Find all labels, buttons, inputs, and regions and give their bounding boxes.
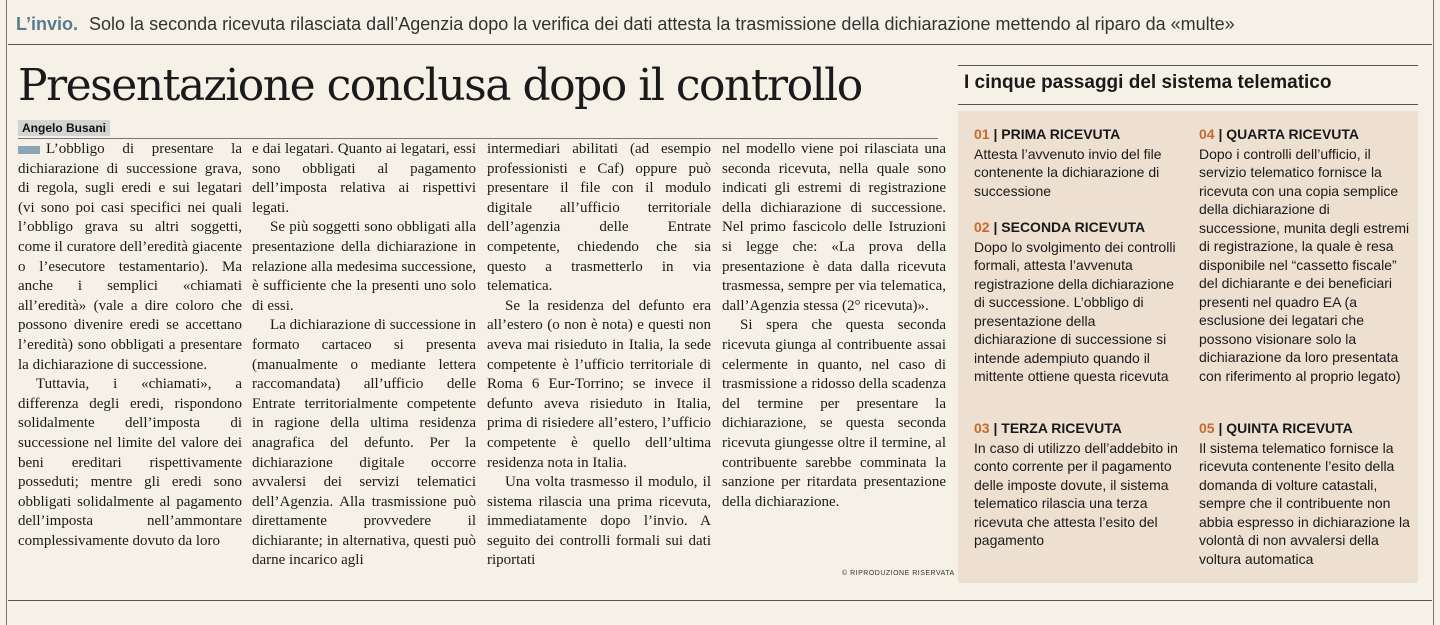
article-paragraph: Una volta trasmesso il modulo, il sistema rilascia una prima ricevuta, immediatamente dopo l’invio. A seguito dei controlli formali sui dati riportati bbox=[487, 474, 711, 569]
article-column-4 bbox=[722, 140, 946, 512]
step-3 bbox=[974, 419, 1179, 550]
step-number: 02 bbox=[974, 219, 990, 235]
paragraph-text: L’obbligo di presentare la dichiarazione di successione grava, di regola, sugli eredi e sui legatari (vi sono poi casi specifici nei quali l’obbligo grava su altri soggetti, come il curatore dell’eredità giacente o l’esecutore testamentario). Ma anche i semplici «chiamati all’eredità» (vale a dire coloro che possono divenire eredi se accettano l’eredità) sono obbligati a presentare la dichiarazione di successione. bbox=[18, 141, 242, 373]
byline-rule bbox=[18, 138, 938, 139]
article-column-2 bbox=[252, 140, 476, 571]
step-text: Attesta l’avvenuto invio del file contenente la dichiarazione di successione bbox=[974, 145, 1162, 199]
article-paragraph: nel modello viene poi rilasciata una seconda ricevuta, nella quale sono indicati gli estremi di registrazione della dichiarazione di successione. Nel primo fascicolo delle Istruzioni si legge che: «La prova della presentazione è data dalla ricevuta trasmessa, sempre per via telematica, dall’Agenzia stessa (2° ricevuta)». bbox=[722, 141, 946, 314]
step-5 bbox=[1199, 419, 1411, 568]
top-rule bbox=[8, 44, 1432, 45]
step-title: | TERZA RICEVUTA bbox=[993, 420, 1122, 436]
article-paragraph: e dai legatari. Quanto ai legatari, essi sono obbligati al pagamento dell’imposta relativa ai rispettivi legati. bbox=[252, 141, 476, 216]
kicker-bar bbox=[8, 10, 1432, 38]
step-heading bbox=[1199, 419, 1411, 438]
step-heading bbox=[974, 419, 1179, 438]
step-number: 03 bbox=[974, 420, 990, 436]
article-column-3 bbox=[487, 140, 711, 571]
step-heading bbox=[974, 218, 1179, 237]
step-title: | QUARTA RICEVUTA bbox=[1218, 126, 1360, 142]
kicker-text: Solo la seconda ricevuta rilasciata dall’Agenzia dopo la verifica dei dati attesta la trasmissione della dichiarazione mettendo al riparo da «multe» bbox=[89, 14, 1235, 34]
bottom-rule bbox=[8, 600, 1432, 601]
article-column-1 bbox=[18, 140, 242, 551]
article-paragraph bbox=[18, 140, 242, 375]
article-paragraph: Tuttavia, i «chiamati», a differenza degli eredi, rispondono solidalmente dell’imposta di successione nel limite del valore dei beni ereditari rispettivamente posseduti; mentre gli eredi sono obbligati solidalmente al pagamento dell’imposta nell’ammontare complessivamente dovuto da loro bbox=[18, 376, 242, 549]
step-text: Il sistema telematico fornisce la ricevuta contenente l’esito della domanda di volture catastali, sempre che il contribuente non abbia espresso in dichiarazione la volontà di non avvalersi della voltura automatica bbox=[1199, 439, 1410, 567]
sidebar-title-rule bbox=[958, 104, 1418, 105]
frame-left-rule bbox=[6, 0, 7, 625]
step-title: | PRIMA RICEVUTA bbox=[993, 126, 1121, 142]
article-paragraph: Si spera che questa seconda ricevuta giunga al contribuente assai celermente in quanto, nel caso di trasmissione a ridosso della scadenza del termine per presentare la dichiarazione, se questa seconda ricevuta giungesse oltre il termine, al contribuente sarebbe comminata la sanzione per ritardata presentazione della dichiarazione. bbox=[722, 317, 946, 510]
step-text: In caso di utilizzo dell’addebito in conto corrente per il pagamento delle imposte dovute, il sistema telematico rilascia una terza ricevuta che attesta l’esito del pagamento bbox=[974, 439, 1178, 548]
step-title: | QUINTA RICEVUTA bbox=[1218, 420, 1353, 436]
article-paragraph: La dichiarazione di successione in formato cartaceo si presenta (manualmente o mediante lettera raccomandata) all’ufficio delle Entrate territorialmente competente in ragione della ultima residenza anagrafica del defunto. Per la dichiarazione digitale occorre avvalersi dei servizi telematici dell’Agenzia. Alla trasmissione può direttamente provvedere il dichiarante; in alternativa, questi può darne incarico agli bbox=[252, 317, 476, 569]
step-text: Dopo i controlli dell’ufficio, il servizio telematico fornisce la ricevuta con una copia semplice della dichiarazione di successione, munita degli estremi di registrazione, la quale è resa disponibile nel “cassetto fiscale” del dichiarante e dei beneficiari presenti nel quadro EA (a esclusione dei legatari che possono visionare solo la dichiarazione da loro presentata con riferimento al proprio legato) bbox=[1199, 145, 1410, 384]
step-number: 05 bbox=[1199, 420, 1215, 436]
sidebar-top-rule bbox=[958, 65, 1418, 66]
headline: Presentazione conclusa dopo il controllo bbox=[18, 60, 862, 111]
article-paragraph: Se la residenza del defunto era all’estero (o non è nota) e questi non aveva mai risieduto in Italia, la sede competente è l’ufficio territoriale di Roma 6 Eur-Torrino; se invece il defunto aveva risieduto in Italia, prima di risiedere all’estero, l’ufficio competente è quello dell’ultima residenza nota in Italia. bbox=[487, 297, 711, 471]
sidebar-title: I cinque passaggi del sistema telematico bbox=[964, 72, 1332, 93]
copyright-notice: © RIPRODUZIONE RISERVATA bbox=[842, 570, 955, 577]
step-heading bbox=[1199, 125, 1411, 144]
step-number: 01 bbox=[974, 126, 990, 142]
step-title: | SECONDA RICEVUTA bbox=[993, 219, 1146, 235]
step-heading bbox=[974, 125, 1179, 144]
step-4 bbox=[1199, 125, 1411, 385]
article-paragraph: intermediari abilitati (ad esempio professionisti e Caf) oppure può presentare il file con il modulo digitale all’ufficio territoriale dell’agenzia delle Entrate competente, chiedendo che sia questo a trasmetterlo in via telematica. bbox=[487, 141, 711, 295]
byline: Angelo Busani bbox=[18, 120, 110, 136]
frame-right-rule bbox=[1433, 0, 1434, 625]
kicker-label: L’invio. bbox=[16, 14, 79, 34]
lead-marker bbox=[18, 146, 40, 154]
step-text: Dopo lo svolgimento dei controlli formali, attesta l’avvenuta registrazione della dichiarazione di successione. L’obbligo di presentazione della dichiarazione di successione si intende adempiuto quando il mittente ottiene questa ricevuta bbox=[974, 238, 1176, 384]
article-paragraph: Se più soggetti sono obbligati alla presentazione della dichiarazione in relazione alla medesima successione, è sufficiente che la presenti uno solo di essi. bbox=[252, 219, 476, 314]
step-2 bbox=[974, 218, 1179, 386]
step-number: 04 bbox=[1199, 126, 1215, 142]
step-1 bbox=[974, 125, 1179, 200]
